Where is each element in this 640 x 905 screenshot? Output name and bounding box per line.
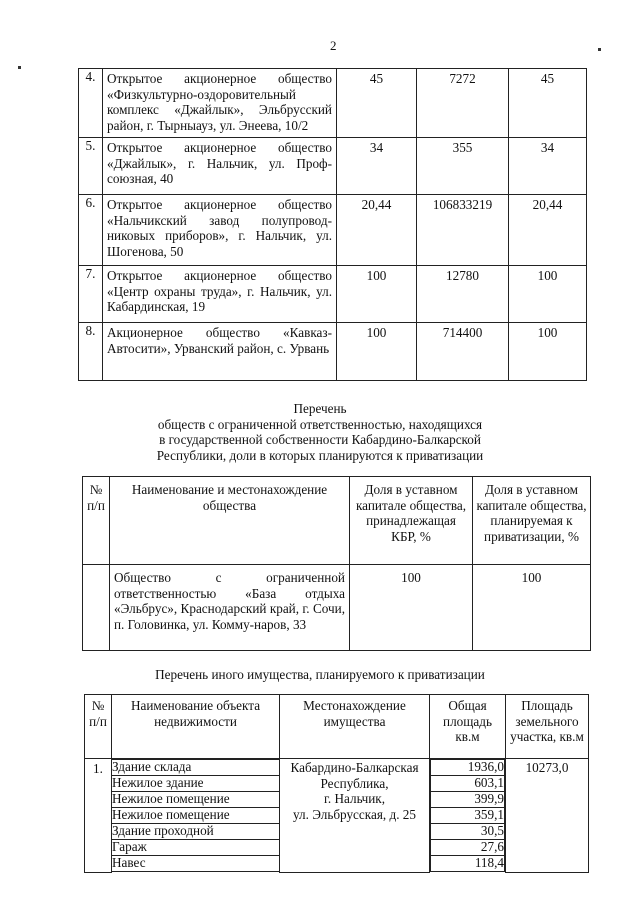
company-name: Открытое акционерное общество «Физкультурно-оздоровительный комплекс «Джайлык», Эльбрусский район, г. Тырныауз, ул. Энеева, 10/2 (103, 69, 337, 138)
table-row (79, 138, 587, 195)
table-row (83, 565, 591, 651)
object-name: Навес (112, 856, 279, 872)
col-header-land-area: Площадь земельного участка, кв.м (506, 695, 589, 759)
shares-count: 714400 (417, 323, 509, 381)
scan-mark (18, 66, 21, 69)
company-name: Открытое акционерное общество «Нальчикский завод полупровод-никовых приборов», г. Нальчик, ул. Шогенова, 50 (103, 195, 337, 266)
row-number: 1. (85, 759, 112, 873)
object-name: Здание склада (112, 760, 279, 776)
section2-title-line: Перечень (293, 401, 347, 416)
privatization-share: 34 (509, 138, 587, 195)
privatization-share: 20,44 (509, 195, 587, 266)
col-header-total-area: Общая площадь кв.м (430, 695, 506, 759)
share-value: 45 (337, 69, 417, 138)
section2-title-line: обществ с ограниченной ответственностью, находящихся (157, 416, 483, 432)
share-value: 100 (337, 323, 417, 381)
object-area: 603,1 (431, 776, 505, 792)
col-header-location: Местонахождение имущества (280, 695, 430, 759)
share-value: 20,44 (337, 195, 417, 266)
section2-title (0, 401, 640, 463)
object-name: Гараж (112, 840, 279, 856)
table-row (79, 195, 587, 266)
object-names-cell (112, 759, 280, 873)
object-area: 399,9 (431, 792, 505, 808)
object-area: 27,6 (431, 840, 505, 856)
col-header-share-privatization: Доля в уставном капитале общества, планируемая к приватизации, % (473, 477, 591, 565)
table-header-row (83, 477, 591, 565)
other-property-table (84, 694, 589, 873)
share-value: 34 (337, 138, 417, 195)
share-value: 100 (337, 266, 417, 323)
share-kbr: 100 (350, 565, 473, 651)
row-number: 4. (79, 69, 103, 138)
object-name: Здание проходной (112, 824, 279, 840)
object-name: Нежилое помещение (112, 808, 279, 824)
location-line: Республика, (320, 775, 389, 791)
shares-count: 12780 (417, 266, 509, 323)
object-areas-cell (430, 759, 506, 873)
privatization-share: 100 (509, 323, 587, 381)
col-header-number: № п/п (85, 695, 112, 759)
company-name: Акционерное общество «Кавказ-Автосити», Урванский район, с. Урвань (103, 323, 337, 381)
land-area: 10273,0 (506, 759, 589, 873)
shares-count: 7272 (417, 69, 509, 138)
object-name: Нежилое помещение (112, 792, 279, 808)
scan-mark (598, 48, 601, 51)
table-header-row (85, 695, 589, 759)
privatization-share: 45 (509, 69, 587, 138)
col-header-name: Наименование и местонахождение общества (110, 477, 350, 565)
table-row (79, 266, 587, 323)
object-area: 118,4 (431, 856, 505, 872)
object-area: 1936,0 (431, 760, 505, 776)
table-row (85, 759, 589, 873)
property-location (280, 759, 430, 873)
share-privatization: 100 (473, 565, 591, 651)
section2-title-line: Республики, доли в которых планируются к приватизации (156, 447, 484, 463)
col-header-object-name: Наименование объекта недвижимости (112, 695, 280, 759)
row-number: 6. (79, 195, 103, 266)
table-row (79, 69, 587, 138)
object-name: Нежилое здание (112, 776, 279, 792)
row-number: 8. (79, 323, 103, 381)
table-row (79, 323, 587, 381)
location-line: ул. Эльбрусская, д. 25 (293, 806, 416, 822)
row-number (83, 565, 110, 651)
company-name: Открытое акционерное общество «Джайлык», г. Нальчик, ул. Проф-союзная, 40 (103, 138, 337, 195)
page-number: 2 (330, 38, 337, 53)
row-number: 5. (79, 138, 103, 195)
section2-title-line: в государственной собственности Кабардино-Балкарской (159, 432, 481, 448)
company-name: Общество с ограниченной ответственностью «База отдыха «Эльбрус», Краснодарский край, г. Сочи, п. Головинка, ул. Комму-наров, 33 (110, 565, 350, 651)
joint-stock-companies-table (78, 68, 587, 381)
company-name: Открытое акционерное общество «Центр охраны труда», г. Нальчик, ул. Кабардинская, 19 (103, 266, 337, 323)
section3-title: Перечень иного имущества, планируемого к приватизации (155, 667, 485, 682)
shares-count: 106833219 (417, 195, 509, 266)
object-area: 30,5 (431, 824, 505, 840)
llc-shares-table (82, 476, 591, 651)
object-area: 359,1 (431, 808, 505, 824)
row-number: 7. (79, 266, 103, 323)
shares-count: 355 (417, 138, 509, 195)
location-line: г. Нальчик, (324, 791, 385, 807)
col-header-number: № п/п (83, 477, 110, 565)
privatization-share: 100 (509, 266, 587, 323)
col-header-share-kbr: Доля в уставном капитале общества, принадлежащая КБР, % (350, 477, 473, 565)
location-line: Кабардино-Балкарская (290, 760, 419, 775)
